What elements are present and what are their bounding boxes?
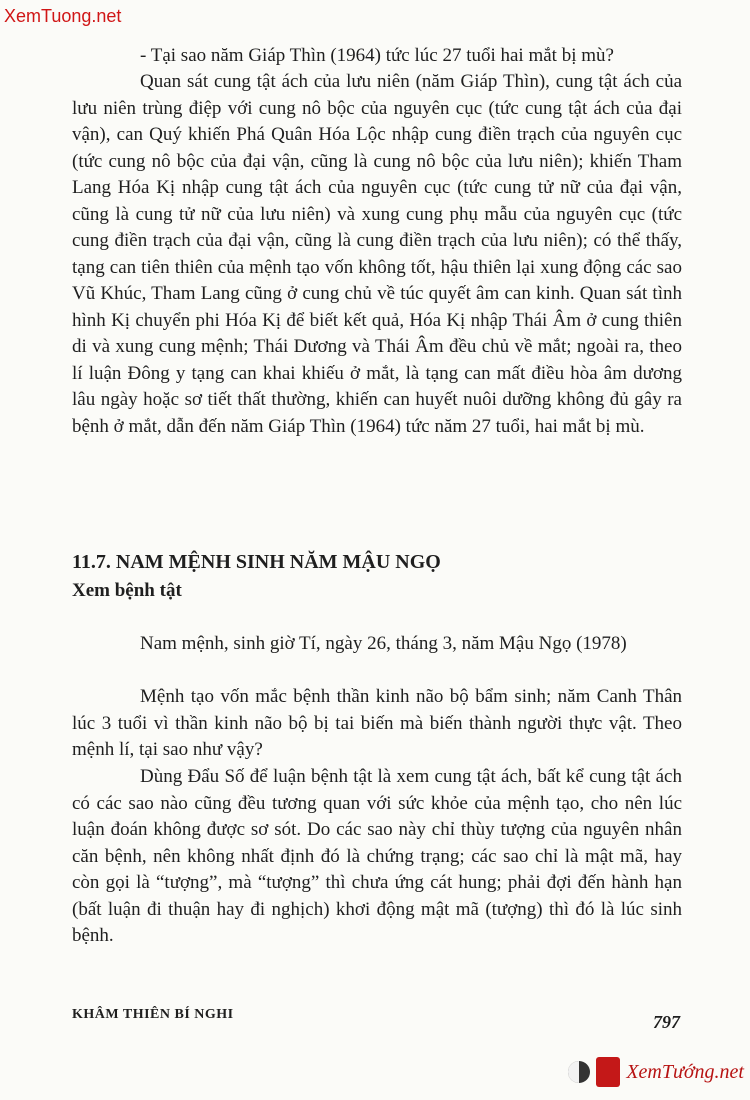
paragraph-method: Dùng Đẩu Số để luận bệnh tật là xem cung tật ách, bất kể cung tật ách có các sao nào cũng đều tương quan với sức khỏe của mệnh tạo, cho nên lúc luận đoán không được sơ sót. Do các sao này chỉ thùy tượng của nguyên nhân căn bệnh, nên không nhất định đó là chứng trạng; các sao chỉ là mật mã, hay còn gọi là “tượng”, mà “tượng” thì chưa ứng cát hung; phải đợi đến hành hạn (bất luận đi thuận hay đi nghịch) khơi động mật mã (tượng) thì đó là lúc sinh bệnh. [72,766,682,946]
section-title: 11.7. NAM MỆNH SINH NĂM MẬU NGỌ [72,551,441,573]
paragraph-birth-info: Nam mệnh, sinh giờ Tí, ngày 26, tháng 3, năm Mậu Ngọ (1978) [140,633,627,654]
paragraph-analysis: Quan sát cung tật ách của lưu niên (năm Giáp Thìn), cung tật ách của lưu niên trùng điệp với cung nô bộc của nguyên cục (tức cung tật ách của đại vận), can Quý khiến Phá Quân Hóa Lộc nhập cung điền trạch của nguyên cục (tức cung nô bộc của đại vận, cũng là cung nô bộc của lưu niên); khiến Tham Lang Hóa Kị nhập cung tật ách của nguyên cục (tức cung tử nữ của đại vận, cũng là cung tử nữ của lưu niên) và xung cung phụ mẫu của nguyên cục (tức cung điền trạch của đại vận, cũng là cung điền trạch của lưu niên); có thể thấy, tạng can tiên thiên của mệnh tạo vốn không tốt, hậu thiên lại xung động các sao Vũ Khúc, Tham Lang cũng ở cung chủ về túc quyết âm can kinh. Quan sát tình hình Kị chuyển phi Hóa Kị để biết kết quả, Hóa Kị nhập Thái Âm ở cung thiên di và xung cung mệnh; Thái Dương và Thái Âm đều chủ về mắt; ngoài ra, theo lí luận Đông y tạng can khai khiếu ở mắt, là tạng can mất điều hòa âm dương lâu ngày hoặc sơ tiết thất thường, khiến can huyết nuôi dưỡng không đủ gây ra bệnh ở mắt, dẫn đến năm Giáp Thìn (1964) tức năm 27 tuổi, hai mắt bị mù. [72,71,682,437]
yin-yang-icon [568,1061,590,1083]
brand-label: XemTướng.net [626,1060,744,1083]
section-subtitle: Xem bệnh tật [72,580,182,601]
watermark-link[interactable]: XemTuong.net [4,6,122,26]
paragraph-case: Mệnh tạo vốn mắc bệnh thần kinh não bộ bẩm sinh; năm Canh Thân lúc 3 tuổi vì thần kinh não bộ bị tai biến mà biến thành người thực vật. Theo mệnh lí, tại sao như vậy? [72,686,682,760]
brand-logo[interactable] [568,1050,744,1094]
footer-book-title: KHÂM THIÊN BÍ NGHI [72,1007,234,1022]
red-badge-icon [596,1057,620,1087]
paragraph-question: - Tại sao năm Giáp Thìn (1964) tức lúc 27 tuổi hai mắt bị mù? [140,45,614,66]
page-number: 797 [653,1012,680,1032]
